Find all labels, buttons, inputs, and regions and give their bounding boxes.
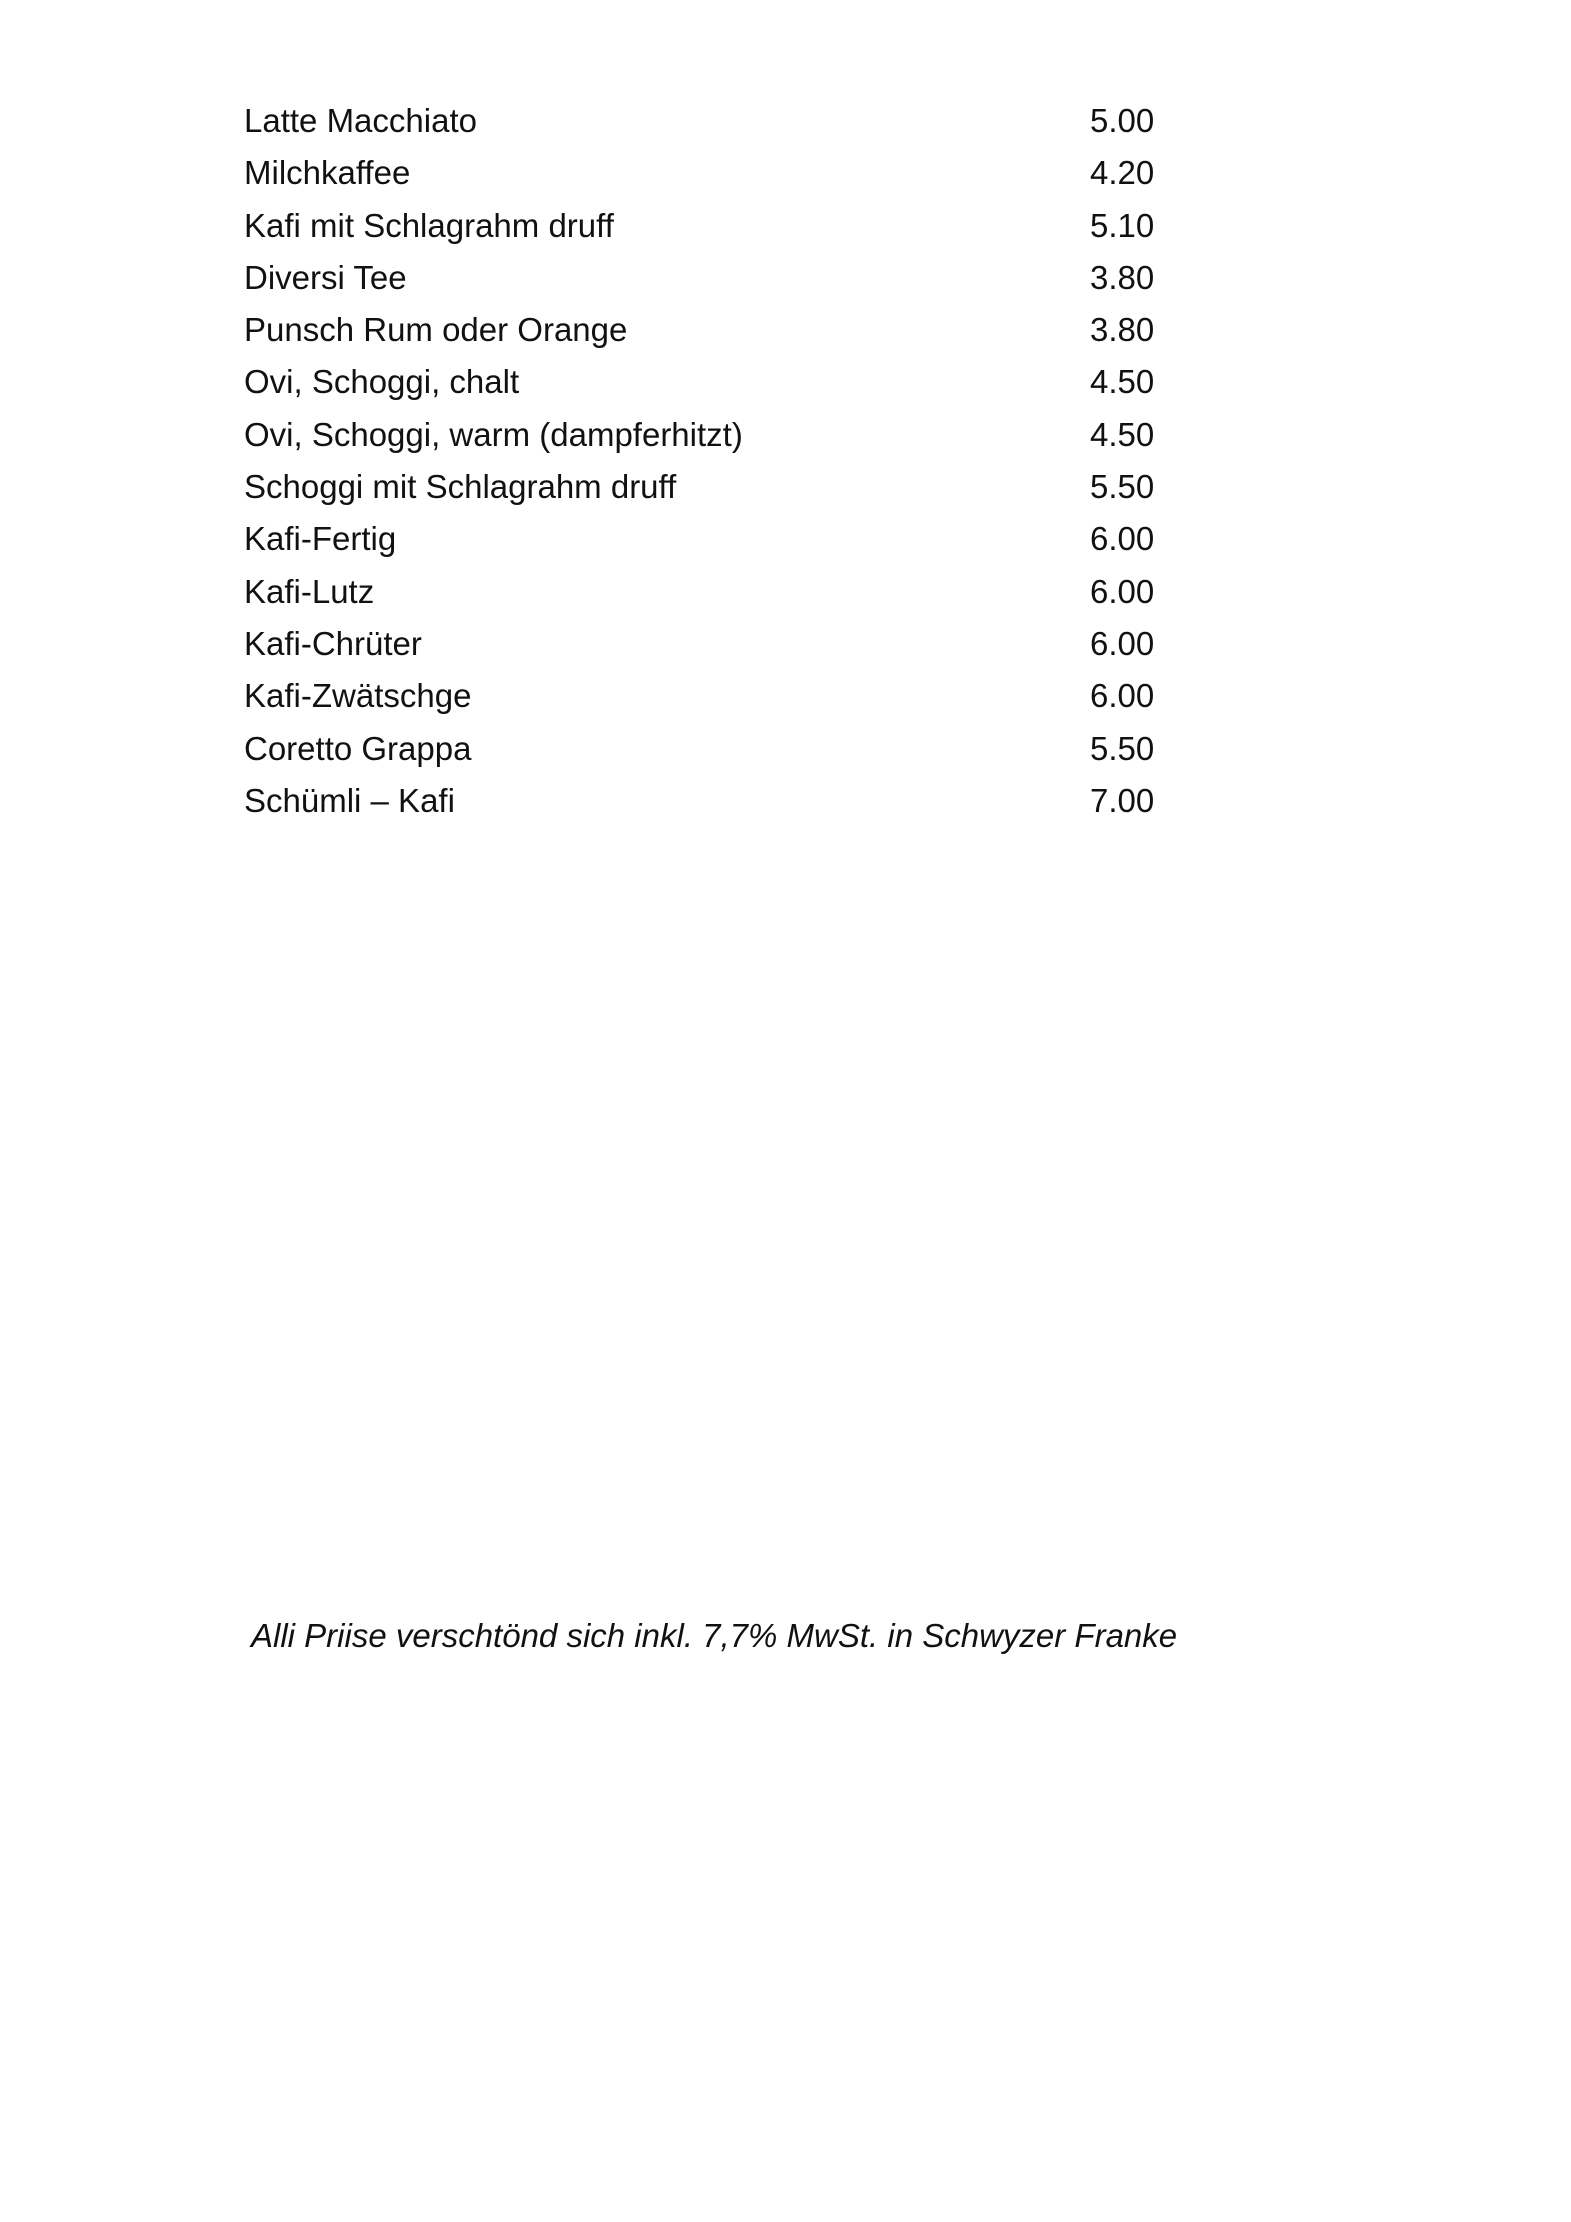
list-item <box>244 252 1164 304</box>
item-name: Kafi-Fertig <box>244 520 397 558</box>
item-price: 4.50 <box>1090 415 1155 453</box>
list-item <box>244 723 1164 775</box>
list-item <box>244 670 1164 722</box>
list-item <box>244 304 1164 356</box>
item-name: Ovi, Schoggi, chalt <box>244 363 520 401</box>
item-price: 7.00 <box>1090 781 1155 819</box>
item-name: Diversi Tee <box>244 258 407 296</box>
item-price: 5.50 <box>1090 729 1155 767</box>
list-item <box>244 513 1164 565</box>
item-name: Punsch Rum oder Orange <box>244 311 628 349</box>
item-name: Kafi-Lutz <box>244 572 375 610</box>
vat-note: Alli Priise verschtönd sich inkl. 7,7% MwSt. in Schwyzer Franke <box>251 1617 1178 1654</box>
item-price: 6.00 <box>1090 572 1155 610</box>
item-price: 5.10 <box>1090 206 1155 244</box>
item-price: 6.00 <box>1090 624 1155 662</box>
item-name: Kafi-Chrüter <box>244 624 422 662</box>
price-list <box>244 95 1164 827</box>
item-price: 4.50 <box>1090 363 1155 401</box>
item-name: Ovi, Schoggi, warm (dampferhitzt) <box>244 415 743 453</box>
item-price: 6.00 <box>1090 677 1155 715</box>
list-item <box>244 356 1164 408</box>
list-item <box>244 566 1164 618</box>
item-name: Coretto Grappa <box>244 729 472 767</box>
item-name: Latte Macchiato <box>244 102 477 139</box>
item-price: 5.50 <box>1090 468 1155 506</box>
item-price: 3.80 <box>1090 311 1155 349</box>
list-item <box>244 147 1164 199</box>
item-name: Kafi mit Schlagrahm druff <box>244 206 614 244</box>
item-name: Milchkaffee <box>244 154 411 192</box>
item-price: 3.80 <box>1090 258 1155 296</box>
item-name: Schoggi mit Schlagrahm druff <box>244 468 677 506</box>
item-price: 4.20 <box>1090 154 1155 192</box>
item-price: 5.00 <box>1090 102 1155 139</box>
list-item <box>244 461 1164 513</box>
list-item <box>244 618 1164 670</box>
item-name: Kafi-Zwätschge <box>244 677 472 715</box>
list-item <box>244 775 1164 827</box>
item-name: Schümli – Kafi <box>244 781 455 819</box>
list-item <box>244 95 1164 147</box>
item-price: 6.00 <box>1090 520 1155 558</box>
list-item <box>244 200 1164 252</box>
list-item <box>244 409 1164 461</box>
